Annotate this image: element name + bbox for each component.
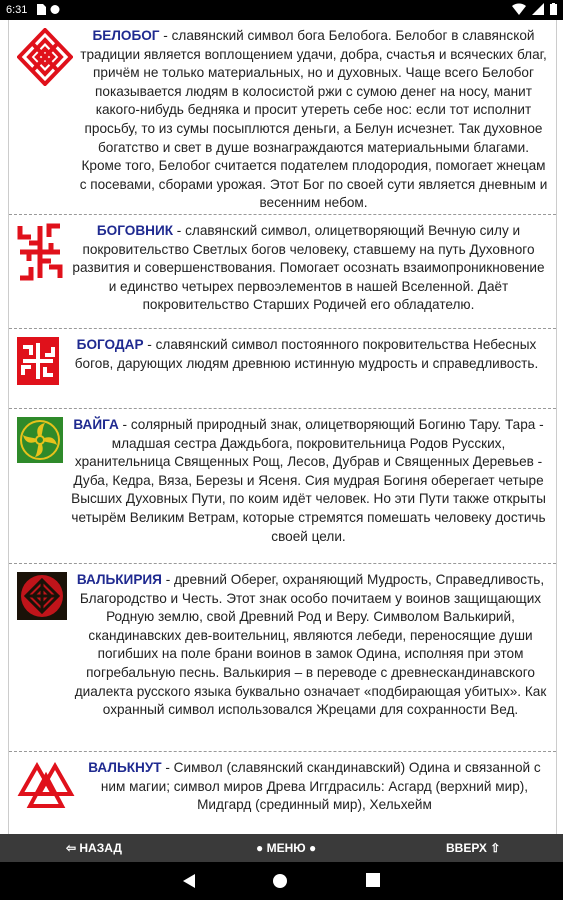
bottom-nav-bar (0, 834, 563, 862)
notification-icon (50, 4, 60, 15)
vaiga-symbol-icon (17, 417, 63, 463)
home-circle-icon[interactable] (272, 873, 288, 889)
entry-text: - Символ (славянский скандинавский) Одина и связанной с ним магии; символ миров Древа Иггдрасиль: Асгард (верхний мир), Мидгард (срединный мир), Хельхейм (100, 760, 541, 813)
belobog-symbol-icon (17, 28, 73, 86)
list-item (9, 752, 556, 834)
valknut-symbol-icon (17, 760, 75, 810)
valkyrie-symbol-icon (17, 572, 67, 620)
symbols-list[interactable] (8, 20, 557, 834)
list-item (9, 215, 556, 329)
list-item (9, 564, 556, 752)
recents-square-icon[interactable] (366, 873, 380, 887)
list-item (9, 329, 556, 409)
status-time: 6:31 (6, 4, 28, 16)
entry-text: - славянский символ постоянного покровительства Небесных богов, дарующих людям древнюю истинную мудрость и справедливость. (74, 337, 539, 371)
bogodar-symbol-icon (17, 337, 59, 385)
sim-card-icon (36, 4, 46, 15)
entry-text: - солярный природный знак, олицетворяющий Богиню Тару. Тара - младшая сестра Даждьбога, покровительница Родов Русских, хранительница Священных Рощ, Лесов, Дубрав и Священных Деревьев - Дуба, Кедра, Вяза, Березы и Ясеня. Сия мудрая Богиня оберегает четыре Высших Духовных Пути, по коим идёт человек. Но эти Пути также открыты четырём Великим Ветрам, которые стремятся помешать человеку достичь своей цели. (71, 417, 546, 544)
entry-text: - славянский символ, олицетворяющий Вечную силу и покровительство Светлых богов человеку, ставшему на путь Духовного развития и совершенствования. Помогает осознать взаимопроникновение и единство четырех первоэлементов в нашей Вселенной. Даёт покровительство Старших Родичей его обладателю. (72, 223, 545, 313)
status-bar (0, 0, 563, 20)
entry-text: - славянский символ бога Белобога. Белобог в славянской традиции является воплощением удачи, добра, счастья и всяческих благ, причём не только материальных, но и духовных. Чаще всего Белобог показывается людям в колосистой ржи с сумою денег на носу, манит какого-нибудь бедняка и просит утереть себе нос: если тот исполнит просьбу, то из сумы посыплются деньги, а Белун исчезнет. Так духовное богатство и свет в душе вознаграждаются материальными благами. Кроме того, Белобог считается подателем плодородия, помогает жнецам с посевами, сборами урожая. Этот Бог по своей сути является дневным и весенним небом. (79, 28, 548, 211)
status-icons (512, 3, 557, 15)
wifi-icon (512, 3, 526, 15)
list-item (9, 20, 556, 215)
system-nav-bar (0, 862, 563, 900)
scroll-top-button[interactable]: ВВЕРХ ⇧ (446, 841, 501, 855)
entry-text: - древний Оберег, охраняющий Мудрость, Справедливость, Благородство и Честь. Этот знак особо почитаем у воинов защищающих Родную землю, свой Древний Род и Веру. Символом Валькирий, скандинавских дев-воительниц, являются лебеди, переносящие души погибших на поле брани воинов в замок Одина, исполняя при этом погребальную песнь. Валькирия – в переводе с древнескандинавского диалекта русского языка буквально означает «подбирающая убитых». Как охранный символ использовался Жрецами для сохранности Вед. (74, 572, 547, 718)
battery-icon (550, 3, 557, 15)
entry-title: БЕЛОБОГ (92, 28, 160, 43)
entry-title: БОГОВНИК (96, 223, 174, 238)
bogovnik-symbol-icon (17, 223, 63, 281)
back-button[interactable]: ⇦ НАЗАД (66, 841, 122, 855)
menu-button[interactable]: ● МЕНЮ ● (256, 841, 317, 855)
entry-title: ВАЛЬКНУТ (88, 760, 162, 775)
list-item (9, 409, 556, 564)
entry-title: ВАЙГА (73, 417, 119, 432)
entry-title: ВАЛЬКИРИЯ (76, 572, 162, 587)
back-triangle-icon[interactable] (182, 873, 196, 889)
entry-title: БОГОДАР (76, 337, 144, 352)
signal-icon (532, 3, 544, 15)
